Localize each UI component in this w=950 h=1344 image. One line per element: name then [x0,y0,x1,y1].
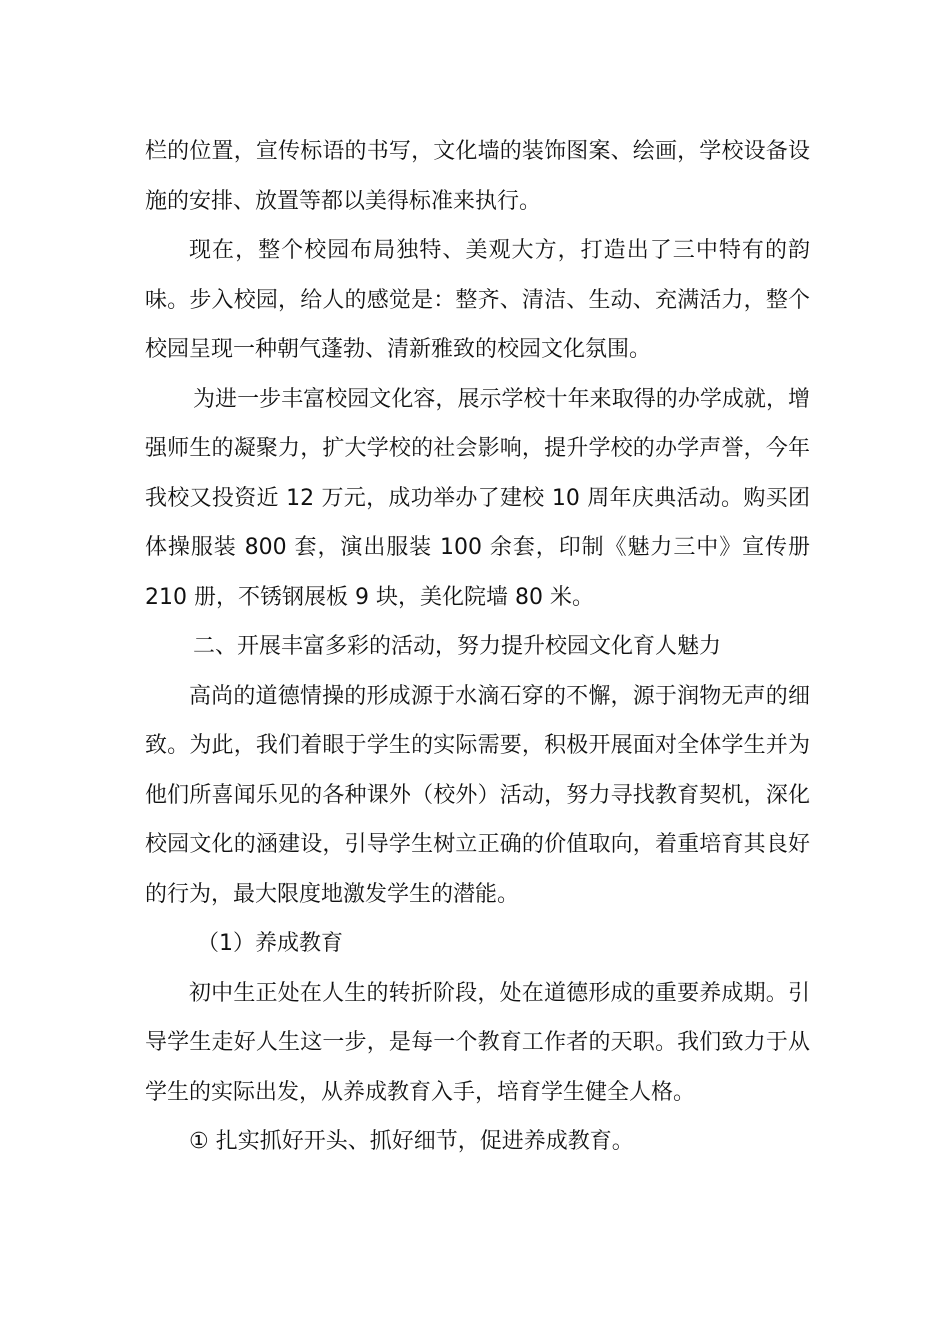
paragraph-anniversary: 为进一步丰富校园文化容，展示学校十年来取得的办学成就，增强师生的凝聚力，扩大学校的社会影响，提升学校的办学声誉，今年我校又投资近 12 万元，成功举办了建校 10 周年庆典活动。购买团体操服装 800 套，演出服装 100 余套，印制《魅力三中》宣传册 210 册，不锈钢展板 9 块，美化院墙 80 米。 [145,386,810,610]
paragraph-junior-students: 初中生正处在人生的转折阶段，处在道德形成的重要养成期。引导学生走好人生这一步，是每一个教育工作者的天职。我们致力于从学生的实际出发，从养成教育入手，培育学生健全人格。 [145,980,810,1105]
paragraph-moral-education: 高尚的道德情操的形成源于水滴石穿的不懈，源于润物无声的细致。为此，我们着眼于学生的实际需要，积极开展面对全体学生并为他们所喜闻乐见的各种课外（校外）活动，努力寻找教育契机，深化校园文化的涵建设，引导学生树立正确的价值取向，着重培育其良好的行为，最大限度地激发学生的潜能。 [145,683,810,907]
subsection-heading-habit-education: （1）养成教育 [197,931,343,956]
list-item-one: ① 扎实抓好开头、抓好细节，促进养成教育。 [189,1129,634,1154]
section-heading-activities: 二、开展丰富多彩的活动，努力提升校园文化育人魅力 [193,634,722,659]
document-body [145,127,810,1167]
paragraph-continuation: 栏的位置，宣传标语的书写，文化墙的装饰图案、绘画，学校设备设施的安排、放置等都以美得标准来执行。 [145,139,810,214]
paragraph-campus-layout: 现在，整个校园布局独特、美观大方，打造出了三中特有的韵味。步入校园，给人的感觉是：整齐、清洁、生动、充满活力，整个校园呈现一种朝气蓬勃、清新雅致的校园文化氛围。 [145,238,810,362]
